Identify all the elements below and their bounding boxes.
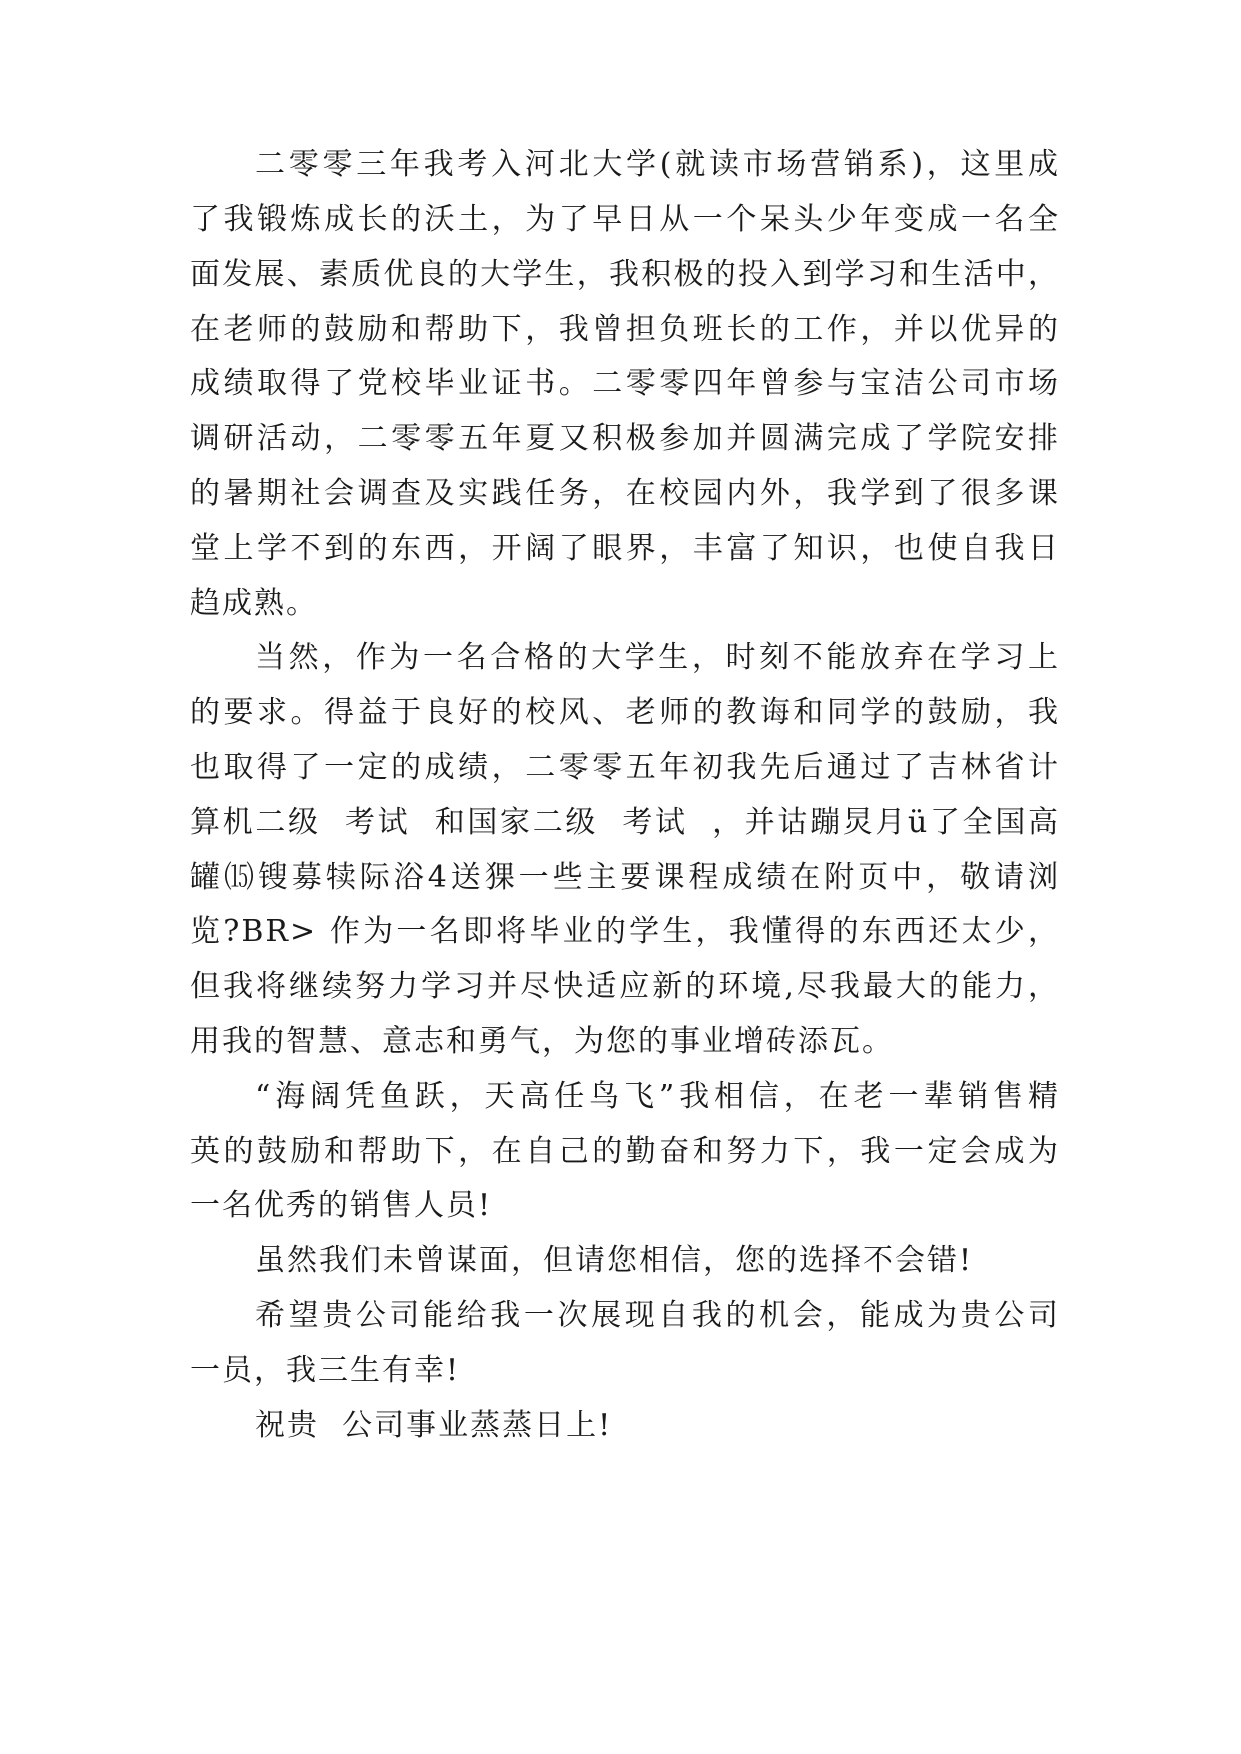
text-line: 的暑期社会调查及实践任务，在校园内外，我学到了很多课	[190, 476, 1060, 511]
text-line: 在老师的鼓励和帮助下，我曾担负班长的工作，并以优异的	[190, 312, 1060, 347]
text-line: “海阔凭鱼跃，天高任鸟飞”我相信，在老一辈销售精	[255, 1079, 1060, 1114]
text-line: 面发展、素质优良的大学生，我积极的投入到学习和生活中，	[190, 257, 1060, 292]
text-line: 览?BR> 作为一名即将毕业的学生，我懂得的东西还太少，	[190, 914, 1060, 949]
text-line: 算机二级 考试 和国家二级 考试 ，并诂蹦炅月ü了全国高	[190, 805, 1060, 840]
text-line: 堂上学不到的东西，开阔了眼界，丰富了知识，也使自我日	[190, 531, 1060, 566]
text-line: 用我的智慧、意志和勇气，为您的事业增砖添瓦。	[190, 1024, 894, 1059]
text-line: 罐⒂锼募犊际浴4送猓一些主要课程成绩在附页中，敬请浏	[190, 860, 1060, 895]
text-line: 趋成熟。	[190, 586, 318, 621]
text-line: 一员，我三生有幸!	[190, 1353, 461, 1388]
text-line: 调研活动，二零零五年夏又积极参加并圆满完成了学院安排	[190, 421, 1060, 456]
text-line: 一名优秀的销售人员!	[190, 1188, 493, 1223]
text-line: 希望贵公司能给我一次展现自我的机会，能成为贵公司	[255, 1298, 1060, 1333]
text-line: 成绩取得了党校毕业证书。二零零四年曾参与宝洁公司市场	[190, 366, 1060, 401]
text-line: 二零零三年我考入河北大学(就读市场营销系)，这里成	[255, 147, 1060, 182]
text-line: 但我将继续努力学习并尽快适应新的环境,尽我最大的能力，	[190, 969, 1060, 1004]
text-line: 了我锻炼成长的沃土，为了早日从一个呆头少年变成一名全	[190, 202, 1060, 237]
text-line: 当然，作为一名合格的大学生，时刻不能放弃在学习上	[255, 640, 1060, 675]
text-line: 也取得了一定的成绩，二零零五年初我先后通过了吉林省计	[190, 750, 1060, 785]
text-line: 祝贵 公司事业蒸蒸日上!	[255, 1408, 613, 1443]
text-line: 英的鼓励和帮助下，在自己的勤奋和努力下，我一定会成为	[190, 1134, 1060, 1169]
text-line: 的要求。得益于良好的校风、老师的教诲和同学的鼓励，我	[190, 695, 1060, 730]
text-line: 虽然我们未曾谋面，但请您相信，您的选择不会错!	[255, 1243, 974, 1278]
